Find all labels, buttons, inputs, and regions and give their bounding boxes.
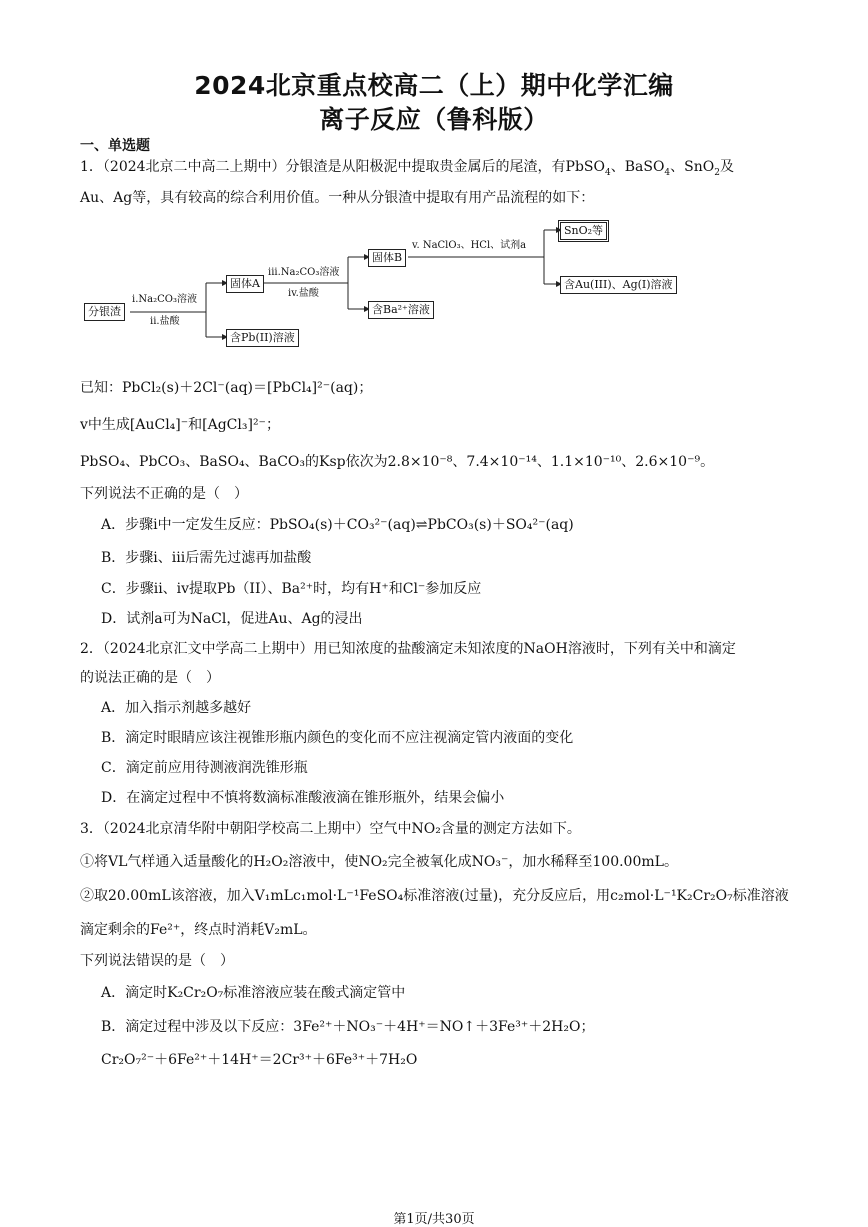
document-subtitle: 离子反应（鲁科版） (319, 105, 549, 134)
q1-known-1: 已知：PbCl₂(s)＋2Cl⁻(aq)＝[PbCl₄]²⁻(aq)； (80, 380, 373, 396)
flow-node-start: 分银渣 (84, 303, 125, 321)
q2-option-b: B．滴定时眼睛应该注视锥形瓶内颜色的变化而不应注视滴定管内液面的变化 (101, 730, 574, 746)
section-heading: 一、单选题 (80, 138, 150, 154)
q2-stem-line2: 的说法正确的是（ ） (80, 670, 220, 686)
page-footer: 第1页/共30页 (393, 1212, 475, 1227)
flow-node-pb-solution: 含Pb(II)溶液 (226, 329, 299, 347)
q1-known-3: PbSO₄、PbCO₃、BaSO₄、BaCO₃的Ksp依次为2.8×10⁻⁸、7.4×10⁻¹⁴、1.1×10⁻¹⁰、2.6×10⁻⁹。 (80, 454, 715, 470)
q3-prompt: 下列说法错误的是（ ） (80, 953, 234, 969)
q2-option-d: D．在滴定过程中不慎将数滴标准酸液滴在锥形瓶外，结果会偏小 (101, 790, 505, 806)
flow-node-au-ag-solution: 含Au(III)、Ag(I)溶液 (560, 276, 677, 294)
q3-option-b-equation: Cr₂O₇²⁻＋6Fe²⁺＋14H⁺＝2Cr³⁺＋6Fe³⁺＋7H₂O (101, 1052, 418, 1068)
q1-option-b: B．步骤i、iii后需先过滤再加盐酸 (101, 550, 312, 566)
q3-stem: 3．（2024北京清华附中朝阳学校高二上期中）空气中NO₂含量的测定方法如下。 (80, 821, 581, 837)
q1-prompt: 下列说法不正确的是（ ） (80, 486, 248, 502)
q3-step2-line2: 滴定剩余的Fe²⁺，终点时消耗V₂mL。 (80, 922, 317, 938)
q1-intro-line1: 1．（2024北京二中高二上期中）分银渣是从阳极泥中提取贵金属后的尾渣，有PbSO$_4$、BaSO$_4$、SnO$_2$及 (80, 159, 734, 178)
q3-option-a: A．滴定时K₂Cr₂O₇标准溶液应装在酸式滴定管中 (101, 985, 406, 1001)
q1-option-a: A．步骤i中一定发生反应：PbSO₄(s)＋CO₃²⁻(aq)⇌PbCO₃(s)＋SO₄²⁻(aq) (101, 517, 574, 533)
q3-step2-line1: ②取20.00mL该溶液，加入V₁mLc₁mol·L⁻¹FeSO₄标准溶液(过量)，充分反应后，用c₂mol·L⁻¹K₂Cr₂O₇标准溶液 (80, 888, 789, 904)
q1-intro-line2: Au、Ag等，具有较高的综合利用价值。一种从分银渣中提取有用产品流程的如下： (80, 190, 595, 206)
flow-label-step3: iii.Na₂CO₃溶液 (268, 267, 340, 278)
q2-option-c: C．滴定前应用待测液润洗锥形瓶 (101, 760, 308, 776)
q1-option-c: C．步骤ii、iv提取Pb（II）、Ba²⁺时，均有H⁺和Cl⁻参加反应 (101, 581, 482, 597)
q1-option-d: D．试剂a可为NaCl，促进Au、Ag的浸出 (101, 611, 363, 627)
q2-stem-line1: 2．（2024北京汇文中学高二上期中）用已知浓度的盐酸滴定未知浓度的NaOH溶液时，下列有关中和滴定 (80, 641, 736, 657)
flow-node-ba-solution: 含Ba²⁺溶液 (368, 301, 434, 319)
flow-node-solid-a: 固体A (226, 275, 264, 293)
q3-option-b: B．滴定过程中涉及以下反应：3Fe²⁺＋NO₃⁻＋4H⁺＝NO↑＋3Fe³⁺＋2H₂O； (101, 1019, 595, 1035)
flow-label-step4: iv.盐酸 (288, 288, 319, 299)
flow-label-step2: ii.盐酸 (150, 316, 180, 327)
flow-label-step1: i.Na₂CO₃溶液 (132, 294, 197, 305)
q1-known-2: v中生成[AuCl₄]⁻和[AgCl₃]²⁻； (80, 417, 280, 433)
flow-node-sno2: SnO₂等 (560, 222, 607, 240)
flow-label-step5: v. NaClO₃、HCl、试剂a (412, 240, 527, 251)
q2-option-a: A．加入指示剂越多越好 (101, 700, 252, 716)
document-title: 2024北京重点校高二（上）期中化学汇编 (194, 71, 674, 100)
flow-node-solid-b: 固体B (368, 249, 406, 267)
process-flow-diagram (80, 212, 720, 362)
q3-step1: ①将VL气样通入适量酸化的H₂O₂溶液中，使NO₂完全被氧化成NO₃⁻，加水稀释至100.00mL。 (80, 854, 678, 870)
